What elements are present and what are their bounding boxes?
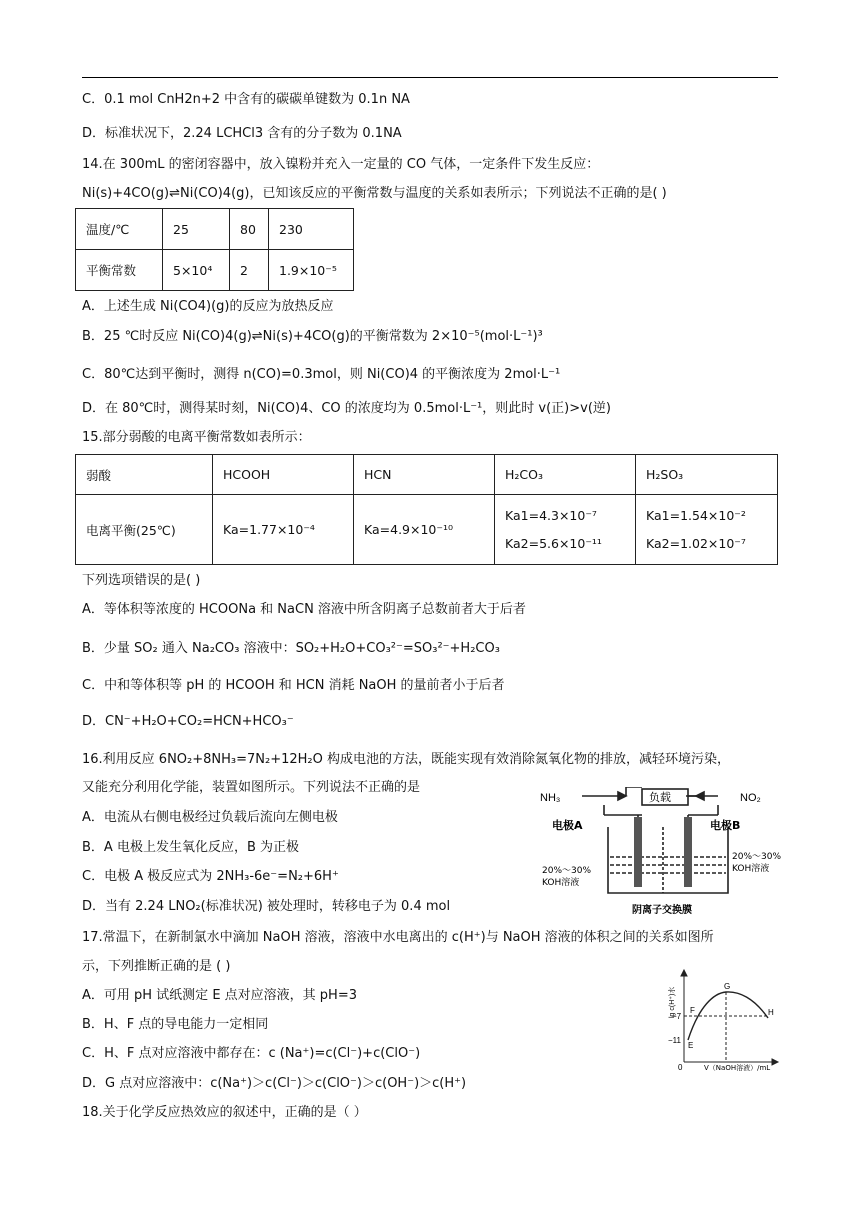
option-c-prev: C．0.1 mol CnH2n+2 中含有的碳碳单键数为 0.1n NA (82, 92, 410, 107)
q17-y11: −11 (668, 1036, 681, 1045)
top-rule (82, 77, 778, 78)
q15-h2so3-ka2: Ka2=1.02×10⁻⁷ (646, 535, 746, 551)
battery-diagram (538, 787, 788, 920)
q17-stem-1: 17.常温下，在新制氯水中滴加 NaOH 溶液，溶液中水电离出的 c(H⁺)与 NaOH 溶液的体积之间的关系如图所 (82, 930, 714, 945)
q15-prompt: 下列选项错误的是( ) (82, 573, 201, 588)
q16-option-d: D．当有 2.24 LNO₂(标准状况) 被处理时，转移电子为 0.4 mol (82, 899, 451, 914)
koh-right-label: 20%～30% (732, 852, 782, 862)
q14-cell: 80 (230, 209, 269, 250)
nh3-label: NH₃ (540, 792, 561, 804)
koh-left-label: 20%～30% (542, 866, 592, 876)
q14-stem-1: 14.在 300mL 的密闭容器中，放入镍粉并充入一定量的 CO 气体，一定条件下发生反应： (82, 157, 600, 172)
q15-header: HCOOH (213, 455, 354, 495)
q15-header: H₂SO₃ (636, 455, 778, 495)
q14-cell: 5×10⁴ (163, 250, 230, 291)
q17-stem-2: 示，下列推断正确的是 ( ) (82, 959, 231, 974)
q15-h2co3-ka2: Ka2=5.6×10⁻¹¹ (505, 535, 602, 551)
q15-h2co3-ka1: Ka1=4.3×10⁻⁷ (505, 507, 597, 523)
q17-f: F (690, 1006, 695, 1015)
electrode-a-label: 电极A (552, 819, 583, 832)
q14-option-c: C．80℃达到平衡时，测得 n(CO)=0.3mol，则 Ni(CO)4 的平衡浓度为 2mol·L⁻¹ (82, 367, 561, 382)
q15-header: 弱酸 (76, 455, 213, 495)
q14-table (75, 208, 354, 291)
q14-option-a: A．上述生成 Ni(CO4)(g)的反应为放热反应 (82, 299, 334, 314)
q17-xlabel: V（NaOH溶液）/mL (704, 1064, 771, 1072)
q15-cell: Ka=4.9×10⁻¹⁰ (354, 495, 495, 565)
q15-option-b: B．少量 SO₂ 通入 Na₂CO₃ 溶液中：SO₂+H₂O+CO₃²⁻=SO₃²⁻+H₂CO₃ (82, 641, 500, 656)
q14-cell: 230 (269, 209, 354, 250)
q14-cell: 平衡常数 (76, 250, 163, 291)
electrode-a (634, 817, 642, 887)
q14-cell: 2 (230, 250, 269, 291)
q17-option-a: A．可用 pH 试纸测定 E 点对应溶液，其 pH=3 (82, 988, 357, 1003)
q14-option-b: B．25 ℃时反应 Ni(CO)4(g)⇌Ni(s)+4CO(g)的平衡常数为 2×10⁻⁵(mol·L⁻¹)³ (82, 329, 543, 344)
q17-ylabel: lg c(H⁺)水 (669, 986, 676, 1018)
koh-left-label-2: KOH溶液 (542, 878, 580, 888)
electrode-b-label: 电极B (710, 819, 741, 832)
q17-e: E (688, 1041, 694, 1050)
q15-option-a: A．等体积等浓度的 HCOONa 和 NaCN 溶液中所含阴离子总数前者大于后者 (82, 602, 526, 617)
q15-cell (495, 495, 636, 565)
q17-option-c: C．H、F 点对应溶液中都存在：c (Na⁺)=c(Cl⁻)+c(ClO⁻) (82, 1046, 421, 1061)
q18-stem: 18.关于化学反应热效应的叙述中，正确的是（ ） (82, 1105, 367, 1120)
q15-header: H₂CO₃ (495, 455, 636, 495)
q16-option-c: C．电极 A 极反应式为 2NH₃-6e⁻=N₂+6H⁺ (82, 869, 339, 884)
q16-stem-1: 16.利用反应 6NO₂+8NH₃=7N₂+12H₂O 构成电池的方法，既能实现有效消除氮氧化物的排放，减轻环境污染， (82, 752, 731, 767)
q15-option-c: C．中和等体积等 pH 的 HCOOH 和 HCN 消耗 NaOH 的量前者小于后者 (82, 678, 505, 693)
q15-cell (636, 495, 778, 565)
q15-row-label: 电离平衡(25℃) (76, 495, 213, 565)
q15-header: HCN (354, 455, 495, 495)
q14-stem-2: Ni(s)+4CO(g)⇌Ni(CO)4(g)，已知该反应的平衡常数与温度的关系如表所示；下列说法不正确的是( ) (82, 186, 667, 201)
electrode-b (684, 817, 692, 887)
q14-cell: 温度/℃ (76, 209, 163, 250)
q14-option-d: D．在 80℃时，测得某时刻，Ni(CO)4、CO 的浓度均为 0.5mol·L⁻¹，则此时 v(正)>v(逆) (82, 401, 611, 416)
option-d-prev: D．标准状况下，2.24 LCHCl3 含有的分子数为 0.1NA (82, 126, 402, 141)
q17-option-b: B．H、F 点的导电能力一定相同 (82, 1017, 269, 1032)
load-label: 负载 (649, 791, 671, 804)
no2-label: NO₂ (740, 792, 761, 804)
q16-stem-2: 又能充分利用化学能，装置如图所示。下列说法不正确的是 (82, 780, 421, 795)
q15-cell: Ka=1.77×10⁻⁴ (213, 495, 354, 565)
membrane-label: 阴离子交换膜 (632, 905, 692, 916)
koh-right-label-2: KOH溶液 (732, 864, 770, 874)
q16-option-b: B．A 电极上发生氧化反应，B 为正极 (82, 840, 299, 855)
q14-cell: 25 (163, 209, 230, 250)
q16-option-a: A．电流从右侧电极经过负载后流向左侧电极 (82, 810, 338, 825)
q17-origin: 0 (678, 1063, 683, 1072)
q15-table (75, 454, 778, 565)
q17-option-d: D．G 点对应溶液中：c(Na⁺)＞c(Cl⁻)＞c(ClO⁻)＞c(OH⁻)＞c(H⁺) (82, 1076, 467, 1091)
q15-stem: 15.部分弱酸的电离平衡常数如表所示： (82, 430, 311, 445)
q15-h2so3-ka1: Ka1=1.54×10⁻² (646, 507, 746, 523)
q17-h: H (768, 1008, 774, 1017)
q15-option-d: D．CN⁻+H₂O+CO₂=HCN+HCO₃⁻ (82, 714, 294, 729)
q17-graph (654, 968, 782, 1072)
q17-y7: −7 (672, 1012, 682, 1021)
q17-g: G (724, 982, 731, 991)
q14-cell: 1.9×10⁻⁵ (269, 250, 354, 291)
